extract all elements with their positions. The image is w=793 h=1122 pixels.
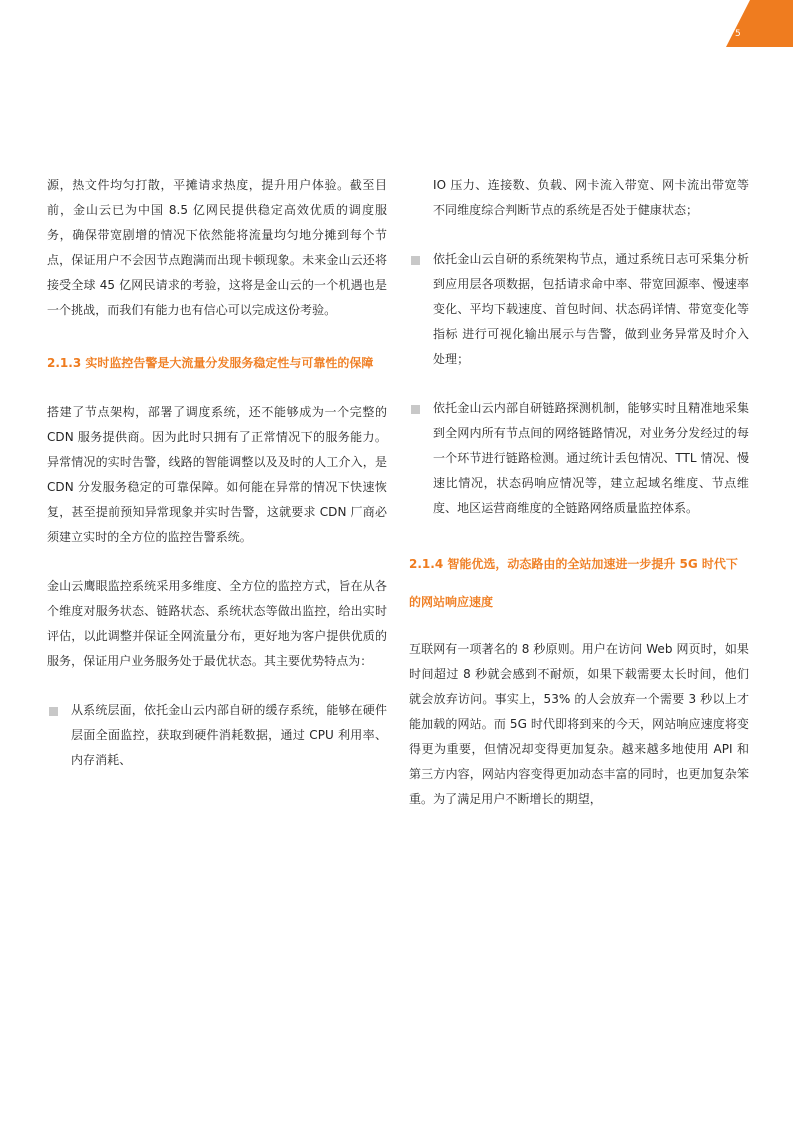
- corner-accent-shape: [722, 0, 793, 47]
- list-item-system-level: [47, 698, 387, 773]
- paragraph-monitoring-alert: 搭建了节点架构，部署了调度系统，还不能够成为一个完整的 CDN 服务提供商。因为此时只拥有了正常情况下的服务能力。异常情况的实时告警，线路的智能调整以及及时的人工介入，是 CDN 分发服务稳定的可靠保障。如何能在异常的情况下快速恢复，甚至提前预知异常现象并实时告警，这就要求 CDN 厂商必须建立实时的全方位的监控告警系统。: [47, 405, 387, 544]
- bullet-square-icon: [49, 707, 58, 716]
- left-column: [47, 173, 387, 773]
- list-item-text: IO 压力、连接数、负载、网卡流入带宽、网卡流出带宽等不同维度综合判断节点的系统是否处于健康状态；: [433, 178, 749, 217]
- heading-2-1-3: 2.1.3 实时监控告警是大流量分发服务稳定性与可靠性的保障: [47, 356, 374, 370]
- paragraph-8-second-rule: 互联网有一项著名的 8 秒原则。用户在访问 Web 网页时，如果时间超过 8 秒就会感到不耐烦，如果下载需要太长时间，他们就会放弃访问。事实上，53% 的人会放弃一个需要 3 秒以上才能加载的网站。而 5G 时代即将到来的今天，网站响应速度将变得更为重要，但情况却变得更加复杂。越来越多地使用 API 和第三方内容，网站内容变得更加动态丰富的同时，也更加复杂笨重。为了满足用户不断增长的期望，: [409, 642, 749, 806]
- list-item-text: 依托金山云内部自研链路探测机制，能够实时且精准地采集到全网内所有节点间的网络链路情况，对业务分发经过的每一个环节进行链路检测。通过统计丢包情况、TTL 情况、慢速比情况，状态码响应情况等，建立起域名维度、节点维度、地区运营商维度的全链路网络质量监控体系。: [433, 401, 749, 515]
- right-column: [409, 173, 749, 812]
- heading-2-1-4: 2.1.4 智能优选，动态路由的全站加速进一步提升 5G 时代下的网站响应速度: [409, 557, 738, 609]
- list-item-app-level: [409, 247, 749, 372]
- page-number: 5: [735, 29, 741, 39]
- list-item-continued: [409, 173, 749, 223]
- list-item-text: 依托金山云自研的系统架构节点，通过系统日志可采集分析到应用层各项数据，包括请求命中率、带宽回源率、慢速率变化、平均下载速度、首包时间、状态码详情、带宽变化等指标 进行可视化输出展示与告警，做到业务异常及时介入处理；: [433, 252, 749, 366]
- paragraph-eagle-eye: 金山云鹰眼监控系统采用多维度、全方位的监控方式，旨在从各个维度对服务状态、链路状态、系统状态等做出监控，给出实时评估，以此调整并保证全网流量分布，更好地为客户提供优质的服务，保证用户业务服务处于最优状态。其主要优势特点为：: [47, 579, 387, 668]
- paragraph-scheduling: 源，热文件均匀打散，平摊请求热度，提升用户体验。截至目前，金山云已为中国 8.5 亿网民提供稳定高效优质的调度服务，确保带宽剧增的情况下依然能将流量均匀地分摊到每个节点，保证用户不会因节点跑满而出现卡顿现象。未来金山云还将接受全球 45 亿网民请求的考验，这将是金山云的一个机遇也是一个挑战，而我们有能力也有信心可以完成这份考验。: [47, 178, 387, 317]
- bullet-square-icon: [411, 405, 420, 414]
- list-item-text: 从系统层面，依托金山云内部自研的缓存系统，能够在硬件层面全面监控，获取到硬件消耗数据，通过 CPU 利用率、内存消耗、: [71, 703, 387, 767]
- list-item-link-probe: [409, 396, 749, 521]
- bullet-square-icon: [411, 256, 420, 265]
